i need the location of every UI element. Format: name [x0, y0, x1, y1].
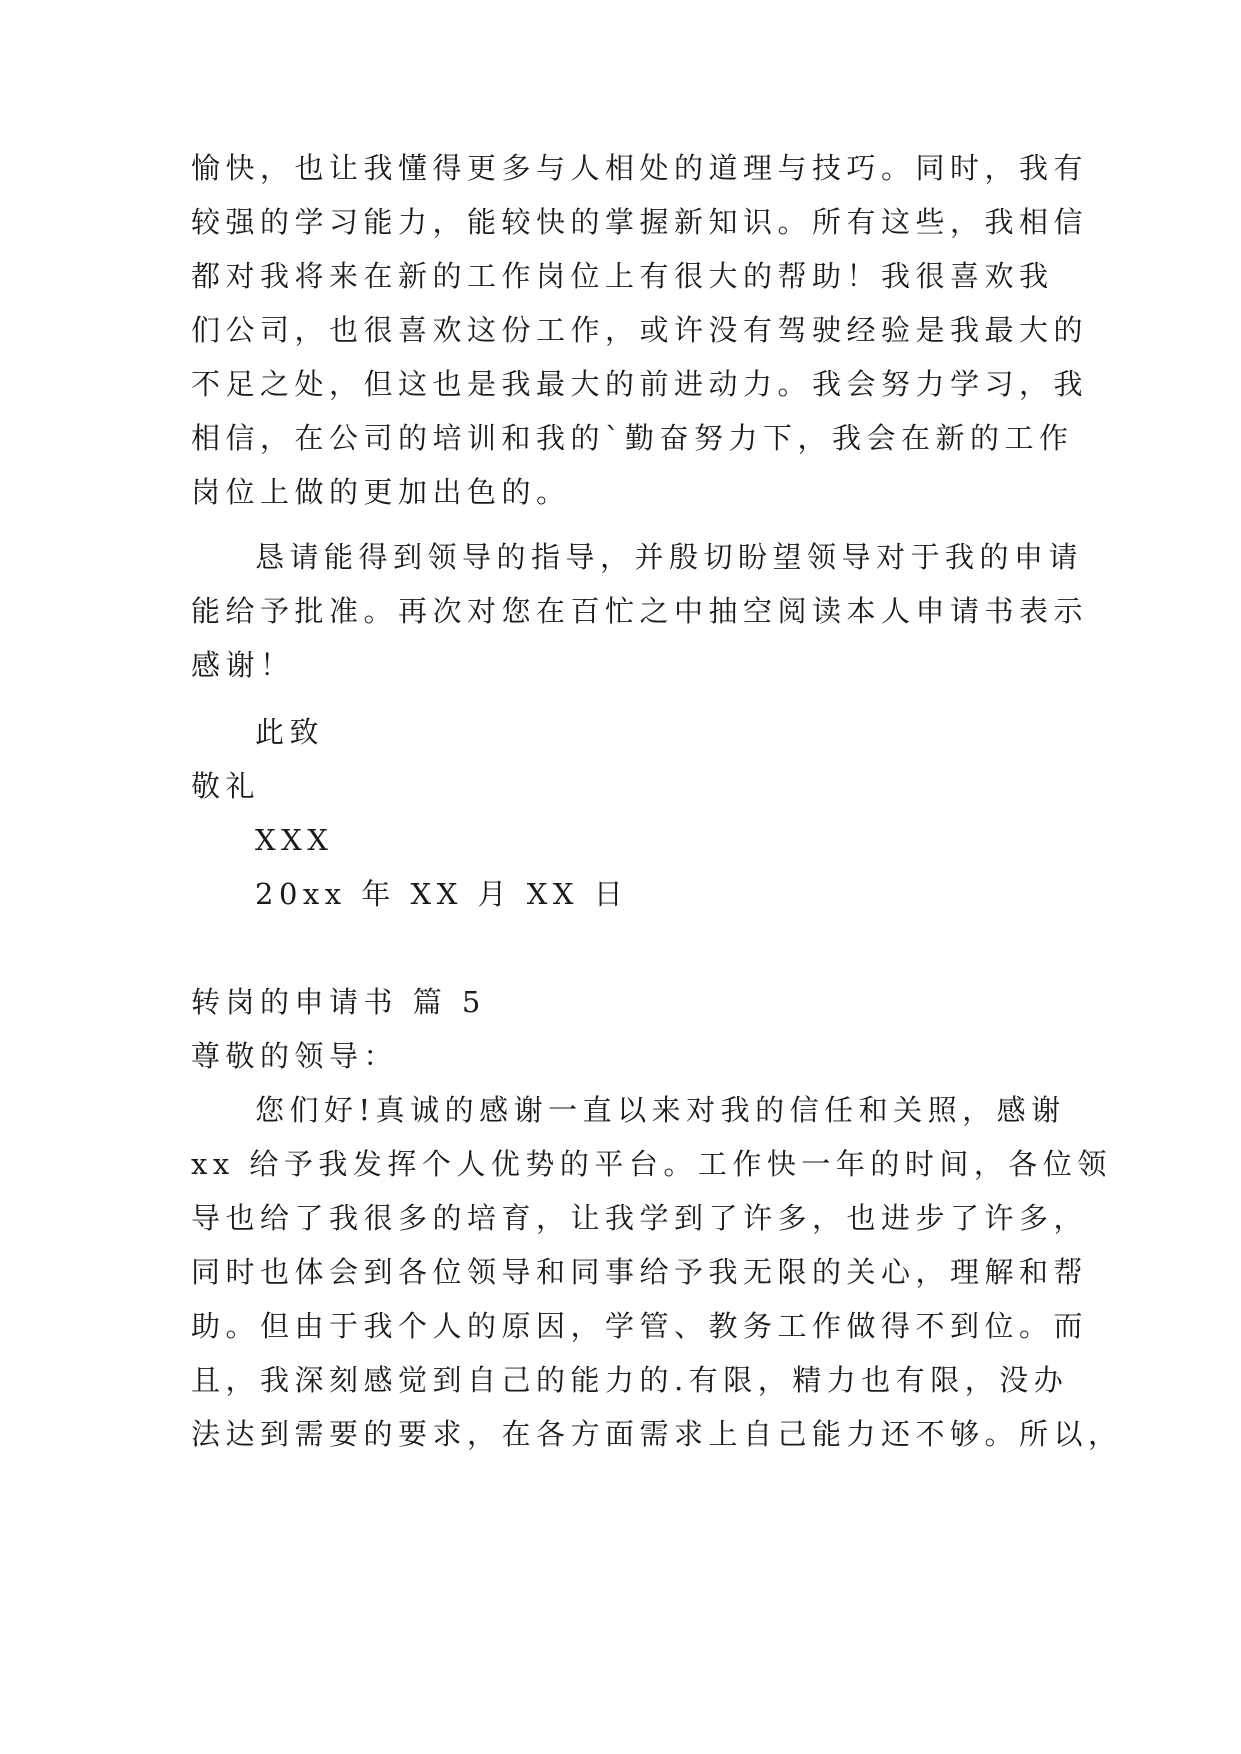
letter-greeting: 尊敬的领导： — [191, 1039, 399, 1073]
signature-name: XXX — [255, 823, 334, 857]
closing-salutation: 此致 — [255, 715, 325, 749]
text-line: 都对我将来在新的工作岗位上有很大的帮助！我很喜欢我 — [191, 259, 1054, 293]
text-line: 助。但由于我个人的原因，学管、教务工作做得不到位。而 — [191, 1309, 1089, 1343]
text-line: 能给予批准。再次对您在百忙之中抽空阅读本人申请书表示 — [191, 594, 1089, 628]
paragraph-start: 您们好!真诚的感谢一直以来对我的信任和关照，感谢 — [255, 1093, 1066, 1127]
text-line: 且，我深刻感觉到自己的能力的.有限，精力也有限，没办 — [191, 1363, 1069, 1397]
text-line: 较强的学习能力，能较快的掌握新知识。所有这些，我相信 — [191, 205, 1089, 239]
text-line: 感谢！ — [191, 648, 295, 682]
text-line: 导也给了我很多的培育，让我学到了许多，也进步了许多， — [191, 1201, 1089, 1235]
text-line: 相信，在公司的培训和我的`勤奋努力下，我会在新的工作 — [191, 421, 1074, 455]
text-line: 不足之处，但这也是我最大的前进动力。我会努力学习，我 — [191, 367, 1089, 401]
paragraph-start: 恳请能得到领导的指导，并殷切盼望领导对于我的申请 — [255, 540, 1084, 574]
closing-regards: 敬礼 — [191, 769, 261, 803]
text-line: 同时也体会到各位领导和同事给予我无限的关心，理解和帮 — [191, 1255, 1089, 1289]
signature-date: 20xx 年 XX 月 XX 日 — [255, 877, 629, 911]
text-line: 愉快，也让我懂得更多与人相处的道理与技巧。同时，我有 — [191, 151, 1089, 185]
text-line: xx 给予我发挥个人优势的平台。工作快一年的时间，各位领 — [191, 1147, 1112, 1181]
text-line: 法达到需要的要求，在各方面需求上自己能力还不够。所以， — [191, 1417, 1123, 1451]
text-line: 们公司，也很喜欢这份工作，或许没有驾驶经验是我最大的 — [191, 313, 1089, 347]
section-title: 转岗的申请书 篇 5 — [191, 985, 486, 1019]
text-line: 岗位上做的更加出色的。 — [191, 475, 571, 509]
